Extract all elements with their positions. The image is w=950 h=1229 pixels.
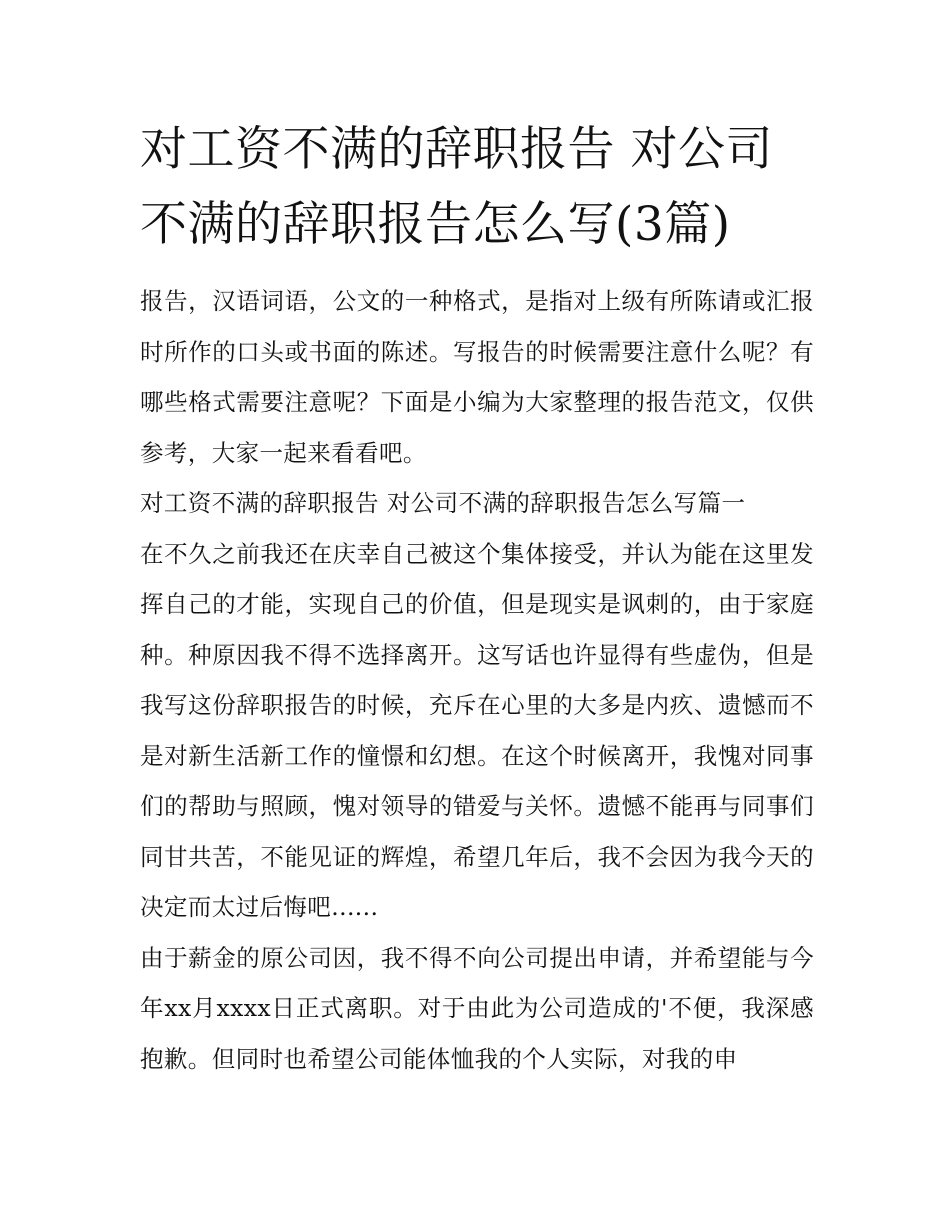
section-heading-1: 对工资不满的辞职报告 对公司不满的辞职报告怎么写篇一 [140, 489, 746, 517]
document-body [140, 276, 814, 1084]
document-title: 对工资不满的辞职报告 对公司不满的辞职报告怎么写(3篇) [140, 122, 773, 252]
body-paragraph-1: 在不久之前我还在庆幸自己被这个集体接受，并认为能在这里发挥自己的才能，实现自己的价值，但是现实是讽刺的，由于家庭种。种原因我不得不选择离开。这写话也许显得有些虚伪，但是我写这份辞职报告的时候，充斥在心里的大多是内疚、遗憾而不是对新生活新工作的憧憬和幻想。在这个时候离开，我愧对同事们的帮助与照顾，愧对领导的错爱与关怀。遗憾不能再与同事们同甘共苦，不能见证的辉煌，希望几年后，我不会因为我今天的决定而太过后悔吧...... [140, 539, 814, 921]
intro-paragraph: 报告，汉语词语，公文的一种格式，是指对上级有所陈请或汇报时所作的口头或书面的陈述。写报告的时候需要注意什么呢？有哪些格式需要注意呢？下面是小编为大家整理的报告范文，仅供参考，大家一起来看看吧。 [140, 287, 814, 467]
body-paragraph-2: 由于薪金的原公司因，我不得不向公司提出申请，并希望能与今年xx月xxxx日正式离职。对于由此为公司造成的'不便，我深感抱歉。但同时也希望公司能体恤我的个人实际，对我的申 [140, 943, 814, 1073]
